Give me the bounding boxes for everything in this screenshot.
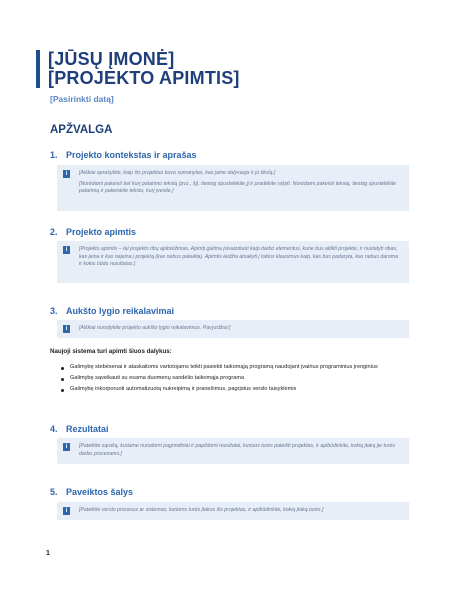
section-3-tip[interactable] bbox=[57, 320, 409, 338]
section-2-heading bbox=[50, 227, 136, 237]
date-placeholder[interactable]: [Pasirinkti datą] bbox=[50, 94, 114, 104]
section-title: Aukšto lygio reikalavimai bbox=[66, 306, 175, 316]
page-number: 1 bbox=[46, 550, 50, 557]
list-item: Galimybę stebėsenai ir ataskaitoms vartotojams teikti pasiekti taikomąją programą naudojant įvairius programinius įrenginius bbox=[60, 364, 390, 372]
tip-text: [Norėdami pakeisti bet kurį patarimo tekstą (pvz., šį), tiesiog spustelėkite jį ir pradėkite rašyti. Norėdami pakeisti tekstą, tiesiog spustelėkite patarimą ir pakeiskite tekstu, kurį įvesite.] bbox=[79, 180, 397, 194]
list-item: Galimybę inkorporuoti automatizuotą nukreipimą ir pranešimus, pagrįstus verslo taisyklėmis bbox=[60, 386, 390, 394]
info-icon: i bbox=[63, 507, 70, 515]
section-1-tip[interactable] bbox=[57, 165, 409, 211]
tip-text: [Aiškiai aprašykite, kaip šis projektas buvo sumanytas, kas jame dalyvauja ir jo tikslą.] bbox=[79, 170, 276, 176]
section-5-heading bbox=[50, 487, 133, 497]
document-title-block bbox=[36, 50, 240, 88]
section-number: 5. bbox=[50, 487, 58, 497]
tip-text: [Pateikite verslo procesus ar sistemas, kurioms turės įtakos šis projektas, ir apibūdinkite, kokią įtaką turės.] bbox=[79, 507, 324, 513]
company-name-title[interactable]: [JŪSŲ ĮMONĖ] bbox=[48, 49, 175, 69]
info-icon: i bbox=[63, 443, 70, 451]
list-item: Galimybę sąveikauti su esama duomenų sandėlio taikomąja programa bbox=[60, 375, 390, 383]
section-4-heading bbox=[50, 424, 109, 434]
section-number: 4. bbox=[50, 424, 58, 434]
section-3-heading bbox=[50, 306, 174, 316]
tip-text: [Projekto apimtis – tai projekto ribų apibrėžimas. Apimtį galima įsivaizduoti kaip darbo elementus, kurie bus atlikti projekte, ir nustatyti ribas, kas įeina ir kas neįeina į projektą (kas nebus pateikta). Apimtis leidžia atsakyti į tokius klausimus kaip, kas bus padaryta, kas nebus daroma ir kokiu būdu rezultatas.] bbox=[79, 246, 398, 267]
overview-heading: APŽVALGA bbox=[50, 124, 113, 136]
info-icon: i bbox=[63, 246, 70, 254]
tip-text: [Aiškiai nurodykite projekto aukšto lygio reikalavimus. Pavyzdžiui:] bbox=[79, 325, 231, 331]
tip-text: [Pateikite sąrašą, kuriame nurodomi pagrindiniai ir papildomi rezultatai, kuriuos turės pateikti projektas, ir apibūdinkite, kokią įtaką jie turės darbo procesams.] bbox=[79, 443, 396, 457]
requirements-list bbox=[60, 364, 390, 397]
section-number: 1. bbox=[50, 150, 58, 160]
section-1-heading bbox=[50, 150, 197, 160]
section-4-tip[interactable] bbox=[57, 438, 409, 464]
section-number: 3. bbox=[50, 306, 58, 316]
section-title: Rezultatai bbox=[66, 424, 109, 434]
section-2-tip[interactable] bbox=[57, 241, 409, 283]
section-title: Projekto apimtis bbox=[66, 227, 137, 237]
section-title: Paveiktos šalys bbox=[66, 487, 134, 497]
project-scope-title[interactable]: [PROJEKTO APIMTIS] bbox=[48, 68, 240, 88]
section-number: 2. bbox=[50, 227, 58, 237]
requirements-lead: Naujoji sistema turi apimti šiuos dalykus: bbox=[50, 348, 172, 355]
info-icon: i bbox=[63, 325, 70, 333]
section-5-tip[interactable] bbox=[57, 502, 409, 520]
section-title: Projekto kontekstas ir aprašas bbox=[66, 150, 197, 160]
info-icon: i bbox=[63, 170, 70, 178]
